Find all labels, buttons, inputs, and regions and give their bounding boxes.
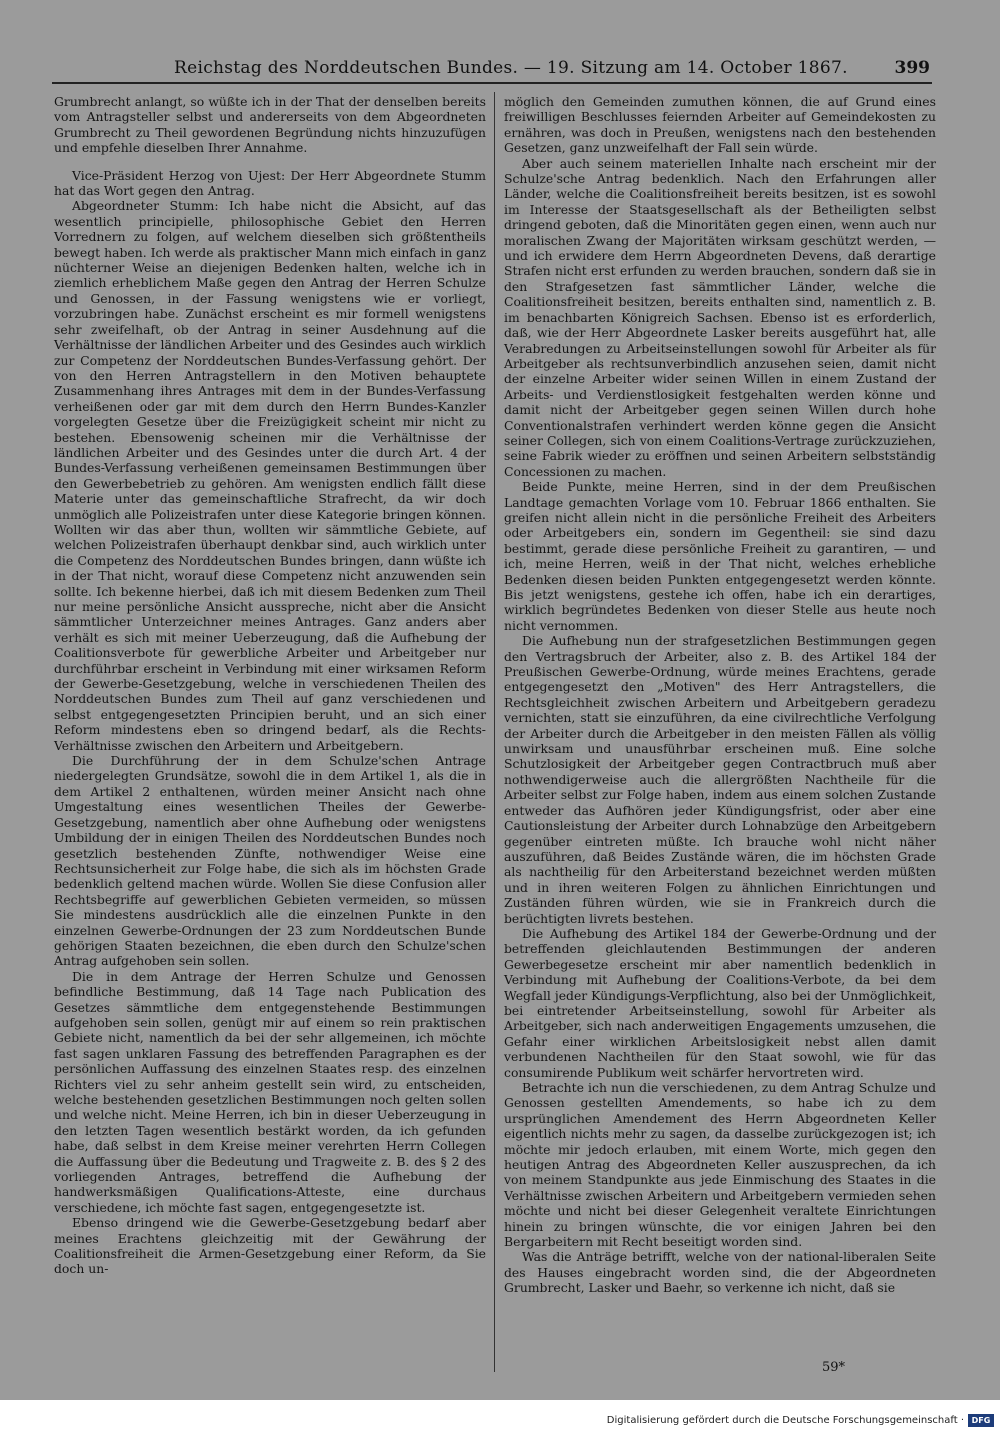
paragraph: Beide Punkte, meine Herren, sind in der dem Preußischen Landtage gemachten Vorlage vom 10. Februar 1866 enthalten. Sie greifen nicht allein nicht in die persönliche Freiheit des Arbeiters oder Arbeitgebers ein, sondern im Gegentheil: sie sind dazu bestimmt, gerade diese persönliche Freiheit zu garantiren, — und ich, meine Herren, weiß in der That nicht, welches erhebliche Bedenken diesen beiden Punkten entgegengesetzt werden könnte. Bis jetzt wenigstens, gestehe ich offen, habe ich ein derartiges, wirklich begründetes Bedenken von dieser Stelle aus heute noch nicht vernommen. [504,479,936,633]
paragraph: Was die Anträge betrifft, welche von der national-liberalen Seite des Hauses eingebracht worden sind, die der Abgeordneten Grumbrecht, Lasker und Baehr, so verkenne ich nicht, daß sie [504,1249,936,1296]
paragraph: Die Aufhebung nun der strafgesetzlichen Bestimmungen gegen den Vertragsbruch der Arbeiter, also z. B. des Artikel 184 der Preußischen Gewerbe-Ordnung, würde meines Erachtens, gerade entgegengesetzt den „Motiven" des Herr Antragstellers, die Rechtsgleichheit zwischen Arbeitern und Arbeitgebern geradezu vernichten, statt sie einzuführen, da eine civilrechtliche Verfolgung der Arbeiter durch die Arbeitgeber in den meisten Fällen als völlig unwirksam und unausführbar erscheinen muß. Eine solche Schutzlosigkeit der Arbeitgeber gegen Contractbruch muß aber nothwendigerweise auch die allergrößten Nachtheile für die Arbeiter selbst zur Folge haben, indem aus einem solchen Zustande entweder das Aufhören jeder Kündigungsfrist, oder aber eine Cautionsleistung der Arbeiter durch Lohnabzüge den Arbeitgebern gegenüber eintreten müßte. Ich brauche wohl nicht näher auszuführen, daß Beides Zustände wären, die im höchsten Grade als nachtheilig für den Arbeiterstand bezeichnet werden müßten und in ihren weiteren Folgen zu ähnlichen Einrichtungen und Zuständen führen würden, wie sie in Frankreich durch die berüchtigten livrets bestehen. [504,633,936,926]
right-column [504,94,936,1296]
dfg-logo: DFG [968,1414,994,1427]
paragraph: Abgeordneter Stumm: Ich habe nicht die Absicht, auf das wesentlich principielle, philosophische Gebiet den Herren Vorrednern zu folgen, auf welchem dieselben sich größtentheils bewegt haben. Ich werde als praktischer Mann mich einfach in ganz nüchterner Weise an diejenigen Bedenken halten, welche ich in ziemlich erheblichem Maße gegen den Antrag der Herren Schulze und Genossen, in der Fassung wenigstens wie er vorliegt, vorzubringen habe. Zunächst erscheint es mir formell wenigstens sehr zweifelhaft, ob der Antrag in seiner Ausdehnung auf die Verhältnisse der ländlichen Arbeiter und des Gesindes auch wirklich zur Competenz der Norddeutschen Bundes-Verfassung gehört. Der von den Herren Antragstellern in den Motiven behauptete Zusammenhang ihres Antrages mit dem in der Bundes-Verfassung verheißenen oder gar mit dem durch den Herrn Bundes-Kanzler vorgelegten Gesetze über die Freizügigkeit scheint mir nicht zu bestehen. Ebensowenig scheinen mir die Verhältnisse der ländlichen Arbeiter und des Gesindes unter die durch Art. 4 der Bundes-Verfassung verheißenen gemeinsamen Bestimmungen über den Gewerbebetrieb zu gehören. Am wenigsten endlich fällt diese Materie unter das gemeinschaftliche Strafrecht, da wir doch unmöglich alle Polizeistrafen unter diese Kategorie bringen können. Wollten wir das aber thun, wollten wir sämmtliche Gebiete, auf welchen Polizeistrafen überhaupt denkbar sind, auch wirklich unter die Competenz des Norddeutschen Bundes bringen, dann wüßte ich in der That nicht, worauf diese Competenz nicht anzuwenden sein sollte. Ich bekenne hierbei, daß ich mit diesem Bedenken zum Theil nur meine persönliche Ansicht ausspreche, nicht aber die Ansicht sämmtlicher Unterzeichner meines Antrages. Ganz anders aber verhält es sich mit meiner Ueberzeugung, daß die Aufhebung der Coalitionsverbote für gewerbliche Arbeiter und Arbeitgeber nur durchführbar erscheint in Verbindung mit einer wirksamen Reform der Gewerbe-Gesetzgebung, welche in verschiedenen Theilen des Norddeutschen Bundes zum Theil auf ganz verschiedenen und selbst entgegengesetzten Principien beruht, und an sich einer Reform mindestens eben so dringend bedarf, als die Rechts-Verhältnisse zwischen den Arbeitern und Arbeitgebern. [54,198,486,753]
header-title: Reichstag des Norddeutschen Bundes. — 19. Sitzung am 14. October 1867. [174,58,848,78]
running-header [52,58,934,80]
paragraph: Grumbrecht anlangt, so wüßte ich in der That der denselben bereits vom Antragsteller selbst und andererseits von dem Abgeordneten Grumbrecht zu Theil gewordenen Begründung nichts hinzuzufügen und empfehle dieselben Ihrer Annahme. [54,94,486,156]
page-number: 399 [894,58,930,78]
paragraph: Die Aufhebung des Artikel 184 der Gewerbe-Ordnung und der betreffenden gleichlautenden Bestimmungen der anderen Gewerbegesetze erscheint mir aber namentlich bedenklich in Verbindung mit Aufhebung der Coalitions-Verbote, da bei dem Wegfall jeder Kündigungs-Verpflichtung, also bei der Unmöglichkeit, bei eintretender Arbeitseinstellung, sowohl für Arbeiter als Arbeitgeber, sich nach anderweitigen Engagements umzusehen, die Gefahr einer wirklichen Arbeitslosigkeit nebst allen damit verbundenen Nachtheilen für den Staat sowohl, wie für das consumirende Publikum weit schärfer hervortreten wird. [504,925,936,1080]
footer-bar [0,1412,1000,1432]
paragraph: Vice-Präsident Herzog von Ujest: Der Herr Abgeordnete Stumm hat das Wort gegen den Antrag. [54,167,486,199]
paragraph: Die in dem Antrage der Herren Schulze und Genossen befindliche Bestimmung, daß 14 Tage nach Publication des Gesetzes sämmtliche dem entgegenstehende Bestimmungen aufgehoben sein sollen, genügt mir auf einem so rein praktischen Gebiete nicht, namentlich da bei der sehr allgemeinen, ich möchte fast sagen unklaren Fassung des betreffenden Paragraphen es der persönlichen Auffassung des einzelnen Staates resp. des einzelnen Richters viel zu sehr anheim gestellt sein wird, zu entscheiden, welche bestehenden gesetzlichen Bestimmungen noch gelten sollen und welche nicht. Meine Herren, ich bin in dieser Ueberzeugung in den letzten Tagen wesentlich bestärkt worden, da ich gefunden habe, daß selbst in dem Kreise meiner verehrten Herrn Collegen die Auffassung über die Bedeutung und Tragweite z. B. des § 2 des vorliegenden Antrages, betreffend die Aufhebung der handwerksmäßigen Qualifications-Atteste, eine durchaus verschiedene, ich möchte fast sagen, entgegengesetzte ist. [54,968,486,1215]
left-column [54,94,486,1277]
paragraph: Aber auch seinem materiellen Inhalte nach erscheint mir der Schulze'sche Antrag bedenklich. Nach den Erfahrungen aller Länder, welche die Coalitionsfreiheit bereits besitzen, ist es sowohl im Interesse der Staatsgesellschaft als der Betheiligten selbst dringend geboten, daß die Minoritäten gegen einen, wenn auch nur moralischen Zwang der Majoritäten wirksam geschützt werden, — und ich erwidere dem Herrn Abgeordneten Devens, daß derartige Strafen nicht erst erfunden zu werden brauchen, sondern daß sie in den Strafgesetzen fast sämmtlicher Länder, welche die Coalitionsfreiheit besitzen, bereits enthalten sind, namentlich z. B. im benachbarten Königreich Sachsen. Ebenso ist es erforderlich, daß, wie der Herr Abgeordnete Lasker bereits ausgeführt hat, alle Verabredungen zu Arbeitseinstellungen sowohl für Arbeiter als für Arbeitgeber als rechtsunverbindlich anzusehen seien, damit nicht der einzelne Arbeiter wider seinen Willen in einem Zustand der Arbeits- und Verdienstlosigkeit festgehalten werden könne und damit nicht der Arbeitgeber gegen seinen Willen durch hohe Conventionalstrafen verhindert werden könne gegen die Ansicht seiner Collegen, sich von einem Coalitions-Vertrage zurückzuziehen, seine Fabrik wieder zu eröffnen und seinen Arbeitern selbstständig Concessionen zu machen. [504,155,936,479]
paragraph: Ebenso dringend wie die Gewerbe-Gesetzgebung bedarf aber meines Erachtens gleichzeitig mit der Gewährung der Coalitionsfreiheit die Armen-Gesetzgebung einer Reform, da Sie doch un- [54,1215,486,1277]
footer-credit: Digitalisierung gefördert durch die Deutsche Forschungsgemeinschaft · [606,1415,964,1426]
paragraph: möglich den Gemeinden zumuthen können, die auf Grund eines freiwilligen Beschlusses feiernden Arbeiter auf Gemeindekosten zu ernähren, was doch in Preußen, wenigstens nach den bestehenden Gesetzen, ganz unzweifelhaft der Fall sein würde. [504,94,936,156]
paragraph: Betrachte ich nun die verschiedenen, zu dem Antrag Schulze und Genossen gestellten Amendements, so habe ich zu dem ursprünglichen Amendement des Herrn Abgeordneten Keller eigentlich nichts mehr zu sagen, da dasselbe zurückgezogen ist; ich möchte mir jedoch erlauben, mit einem Worte, mich gegen den heutigen Antrag des Abgeordneten Keller auszusprechen, da ich von meinem Standpunkte aus jede Einmischung des Staates in die Verhältnisse zwischen Arbeitern und Arbeitgebern vermieden sehen möchte und nicht bei dieser Gelegenheit veraltete Einrichtungen hinein zu bringen wünschte, die vor einigen Jahren bei den Bergarbeitern mit Recht beseitigt worden sind. [504,1080,936,1250]
signature-mark: 59* [822,1360,846,1375]
header-rule [52,82,932,84]
paragraph: Die Durchführung der in dem Schulze'schen Antrage niedergelegten Grundsätze, sowohl die in dem Artikel 1, als die in dem Artikel 2 enthaltenen, würden meiner Ansicht nach ohne Umgestaltung eines wesentlichen Theiles der Gewerbe-Gesetzgebung, namentlich aber ohne Aufhebung oder wenigstens Umbildung der in einigen Theilen des Norddeutschen Bundes noch gesetzlich bestehenden Zünfte, nothwendiger Weise eine Rechtsunsicherheit zur Folge habe, die sich als im höchsten Grade bedenklich geltend machen würde. Wollen Sie diese Confusion aller Rechtsbegriffe auf gewerblichen Gebieten vermeiden, so müssen Sie mindestens ausdrücklich alle die einzelnen Punkte in den einzelnen Gewerbe-Ordnungen der 23 zum Norddeutschen Bunde gehörigen Staaten bezeichnen, die eben durch den Schulze'schen Antrag aufgehoben sein sollen. [54,753,486,969]
column-divider [494,92,495,1372]
